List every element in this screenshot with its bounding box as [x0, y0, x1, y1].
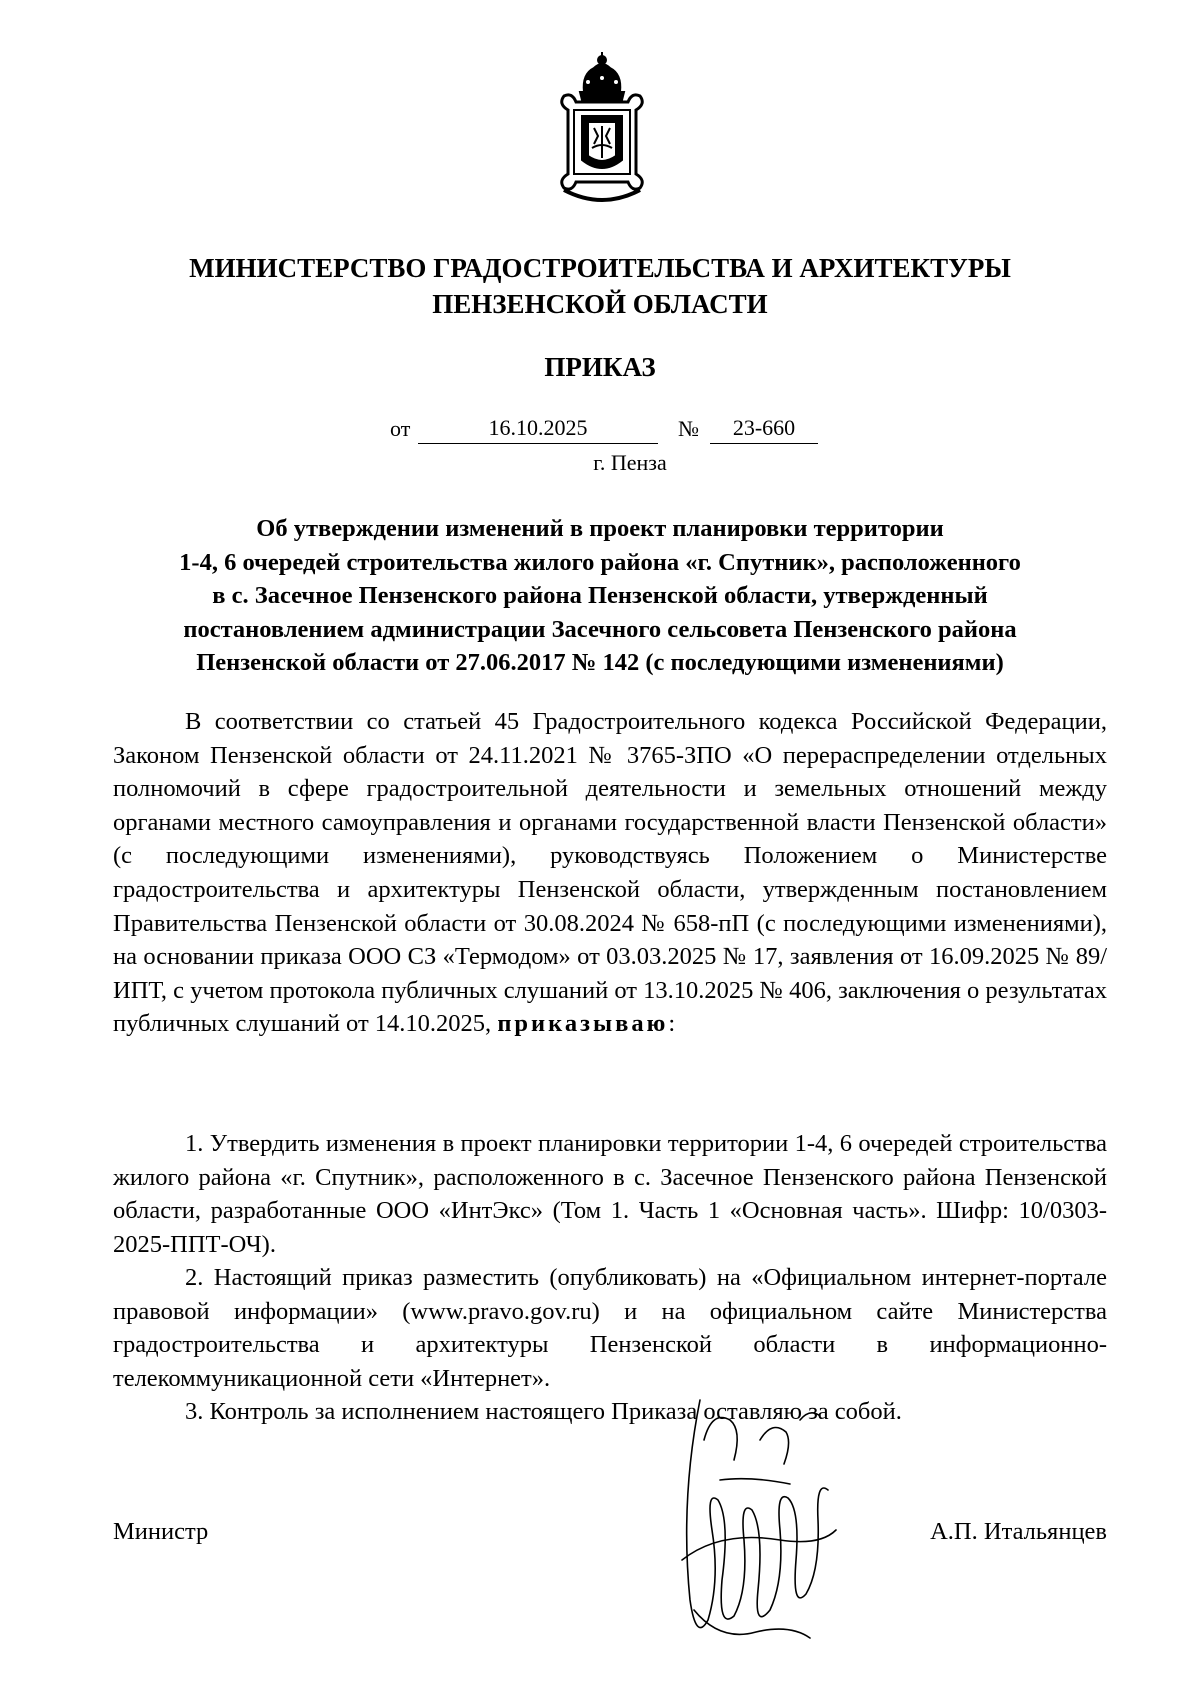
number-prefix: №: [678, 416, 699, 441]
order-item-1: 1. Утвердить изменения в проект планировки территории 1-4, 6 очередей строительства жилого района «г. Спутник», расположенного в с. Засечное Пензенского района Пензенской области, разработанные ООО «ИнтЭкс» (Том 1. Часть 1 «Основная часть». Шифр: 10/0303-2025-ППТ-ОЧ).: [113, 1130, 1107, 1258]
subject-line: Пензенской области от 27.06.2017 № 142 (с последующими изменениями): [196, 649, 1004, 677]
signatory-position: Министр: [113, 1518, 209, 1545]
order-date: 16.10.2025: [418, 412, 658, 444]
subject-line: Об утверждении изменений в проект планировки территории: [256, 515, 944, 542]
subject-line: в с. Засечное Пензенского района Пензенской области, утвержденный: [212, 582, 988, 610]
ministry-line-2: ПЕНЗЕНСКОЙ ОБЛАСТИ: [432, 289, 768, 319]
preamble-paragraph: [113, 705, 1107, 1041]
document-type: ПРИКАЗ: [544, 352, 656, 382]
preamble-text: В соответствии со статьей 45 Градостроительного кодекса Российской Федерации, Законом Пензенской области от 24.11.2021 № 3765-ЗПО «О перераспределении отдельных полномочий в сфере градостроительной деятельности и земельных отношений между органами местного самоуправления и органами государственной власти Пензенской области» (с последующими изменениями), руководствуясь Положением о Министерстве градостроительства и архитектуры Пензенской области, утвержденным постановлением Правительства Пензенской области от 30.08.2024 № 658-пП (с последующими изменениями), на основании приказа ООО СЗ «Термодом» от 03.03.2025 № 17, заявления от 16.09.2025 № 89/ИПТ, с учетом протокола публичных слушаний от 13.10.2025 № 406, заключения о результатах публичных слушаний от 14.10.2025,: [113, 708, 1107, 1038]
date-prefix: от: [390, 416, 411, 441]
decree-word: приказываю: [497, 1010, 669, 1038]
subject-line: постановлением администрации Засечного сельсовета Пензенского района: [183, 615, 1017, 643]
ministry-line-1: МИНИСТЕРСТВО ГРАДОСТРОИТЕЛЬСТВА И АРХИТЕКТУРЫ: [189, 253, 1011, 283]
order-item-2: 2. Настоящий приказ разместить (опубликовать) на «Официальном интернет-портале правовой информации» (www.pravo.gov.ru) и на официальном сайте Министерства градостроительства и архитектуры Пензенской области в информационно-телекоммуникационной сети «Интернет».: [113, 1264, 1107, 1392]
city: г. Пенза: [593, 450, 667, 475]
handwritten-signature-icon: [660, 1380, 850, 1660]
ministry-name: [100, 250, 1100, 322]
decree-colon: :: [668, 1010, 676, 1038]
order-number: 23-660: [710, 412, 818, 444]
subject-line: 1-4, 6 очередей строительства жилого района «г. Спутник», расположенного: [179, 548, 1021, 576]
penza-region-coat-of-arms-icon: [554, 52, 650, 210]
signatory-name: А.П. Итальянцев: [930, 1518, 1107, 1545]
order-item-3: 3. Контроль за исполнением настоящего Приказа оставляю за собой.: [185, 1398, 902, 1425]
order-subject: [110, 512, 1090, 680]
